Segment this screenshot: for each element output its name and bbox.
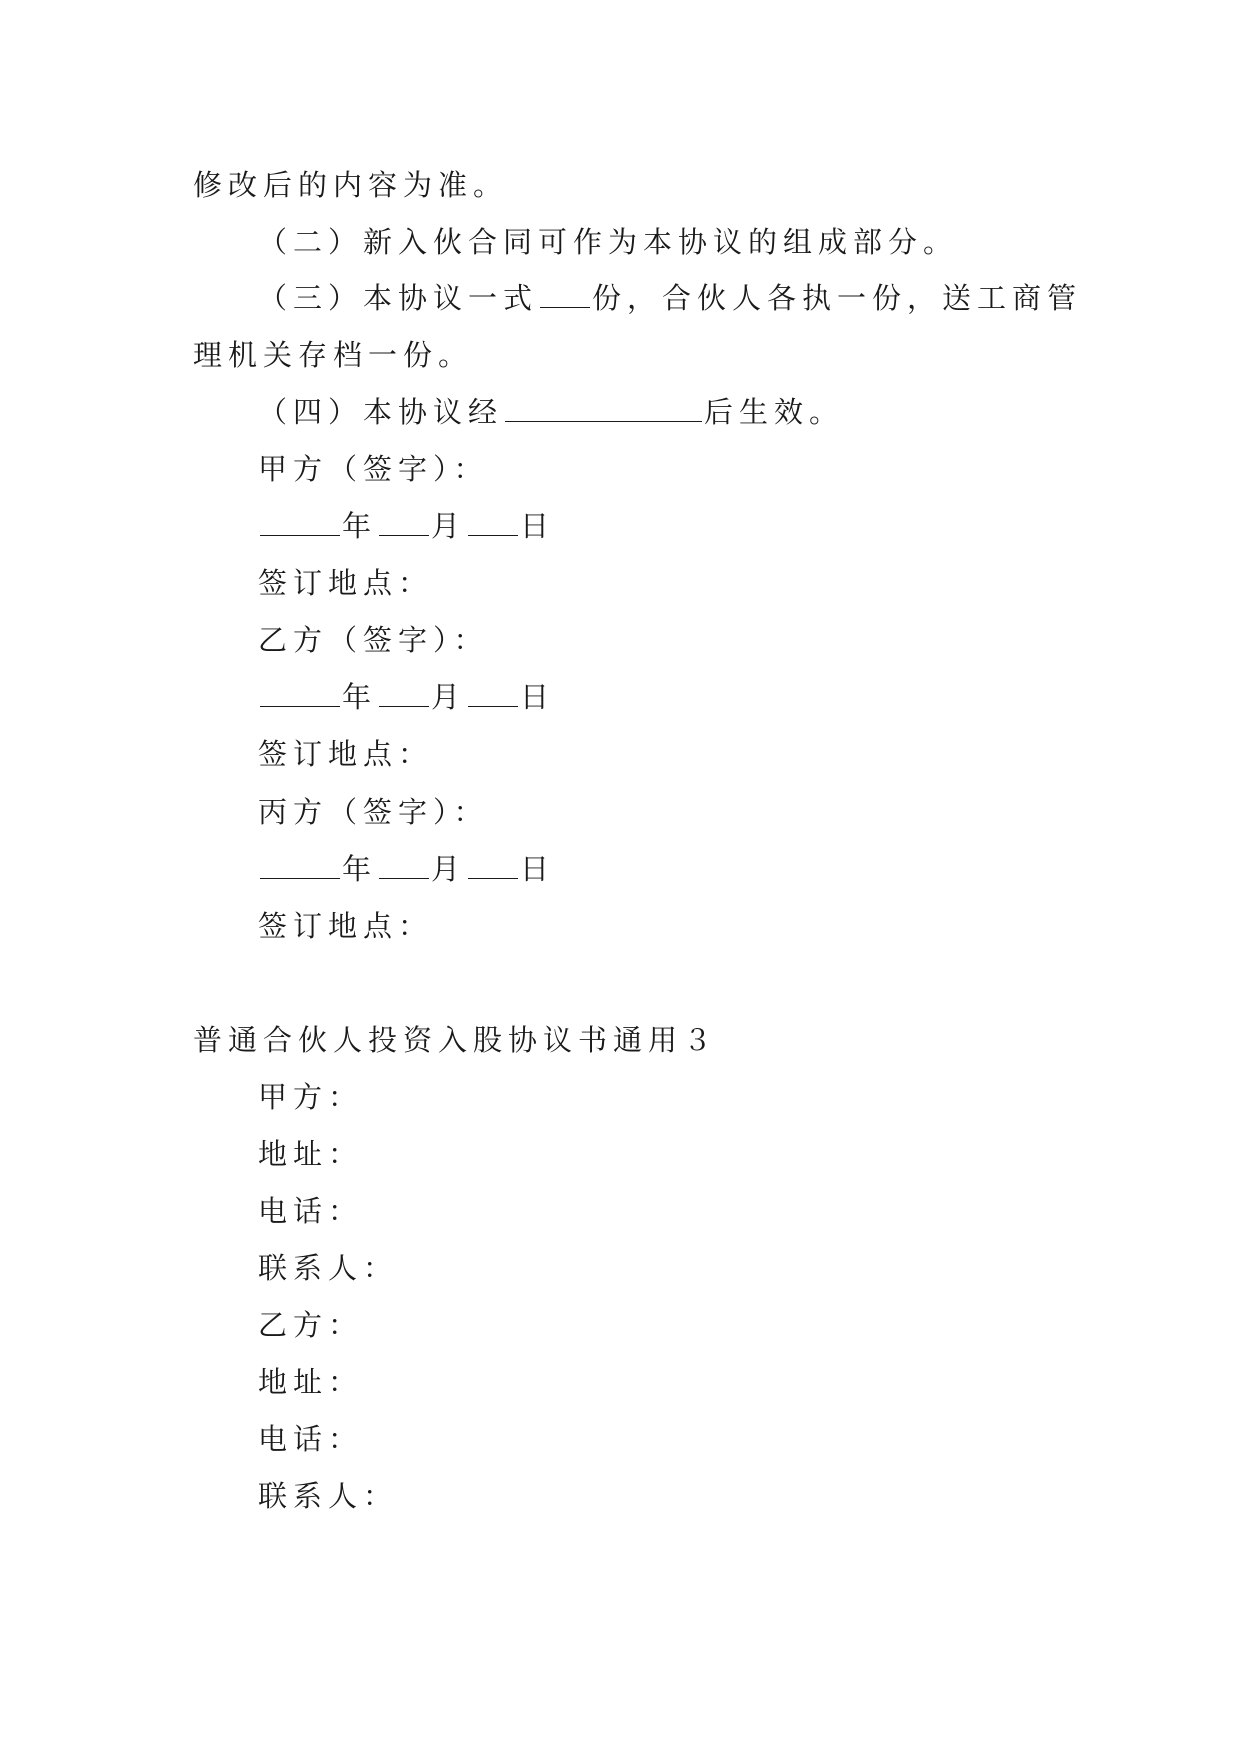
text: 日 [520, 509, 556, 543]
text: （四）本协议经 [258, 395, 504, 429]
text: 年 [342, 509, 378, 543]
text: 电话： [258, 1422, 364, 1456]
blank-field [260, 848, 340, 879]
text: 年 [342, 680, 378, 714]
blank-field [540, 277, 590, 308]
text: 修改后的内容为准。 [193, 168, 509, 202]
clause-4 [258, 390, 844, 434]
text: （三）本协议一式 [258, 281, 539, 315]
text: 日 [520, 680, 556, 714]
address-label [258, 1132, 363, 1176]
party-c-signature [258, 790, 489, 834]
phone-label [258, 1417, 363, 1461]
text: 联系人： [258, 1479, 399, 1513]
text: 后生效。 [704, 395, 845, 429]
text: 联系人： [258, 1251, 399, 1285]
text: 电话： [258, 1194, 364, 1228]
date-line [258, 675, 555, 719]
party-a-label [258, 1075, 363, 1119]
signing-place [258, 732, 433, 776]
clause-3-continued [193, 333, 473, 377]
blank-field [379, 848, 429, 879]
phone-label [258, 1189, 363, 1233]
text: 份，合伙人各执一份，送工商管 [592, 281, 1083, 315]
text: 签订地点： [258, 737, 434, 771]
text: 年 [342, 852, 378, 886]
address-label [258, 1360, 363, 1404]
text: 日 [520, 852, 556, 886]
clause-2 [258, 220, 958, 264]
text: 理机关存档一份。 [193, 338, 474, 372]
clause-3 [258, 276, 1082, 320]
text: 月 [431, 680, 467, 714]
text: 乙方（签字）： [258, 623, 489, 657]
blank-field [379, 505, 429, 536]
text: 签订地点： [258, 909, 434, 943]
text: 地址： [258, 1137, 364, 1171]
blank-field [468, 848, 518, 879]
text: 月 [431, 852, 467, 886]
text: 甲方（签字）： [258, 452, 489, 486]
text: 地址： [258, 1365, 364, 1399]
signing-place [258, 561, 433, 605]
text: （二）新入伙合同可作为本协议的组成部分。 [258, 225, 959, 259]
blank-field [260, 676, 340, 707]
date-line [258, 504, 555, 548]
signing-place [258, 904, 433, 948]
date-line [258, 847, 555, 891]
text: 乙方： [258, 1308, 364, 1342]
blank-field [260, 505, 340, 536]
blank-field [379, 676, 429, 707]
text: 丙方（签字）： [258, 795, 489, 829]
blank-field [505, 391, 702, 422]
text: 月 [431, 509, 467, 543]
blank-field [468, 505, 518, 536]
section-title [193, 1018, 718, 1062]
blank-field [468, 676, 518, 707]
party-b-signature [258, 618, 489, 662]
party-a-signature [258, 447, 489, 491]
contact-label [258, 1246, 398, 1290]
text: 普通合伙人投资入股协议书通用３ [193, 1023, 719, 1057]
text: 签订地点： [258, 566, 434, 600]
contact-label [258, 1474, 398, 1518]
text: 甲方： [258, 1080, 364, 1114]
party-b-label [258, 1303, 363, 1347]
text-line-modified-content [193, 163, 508, 207]
